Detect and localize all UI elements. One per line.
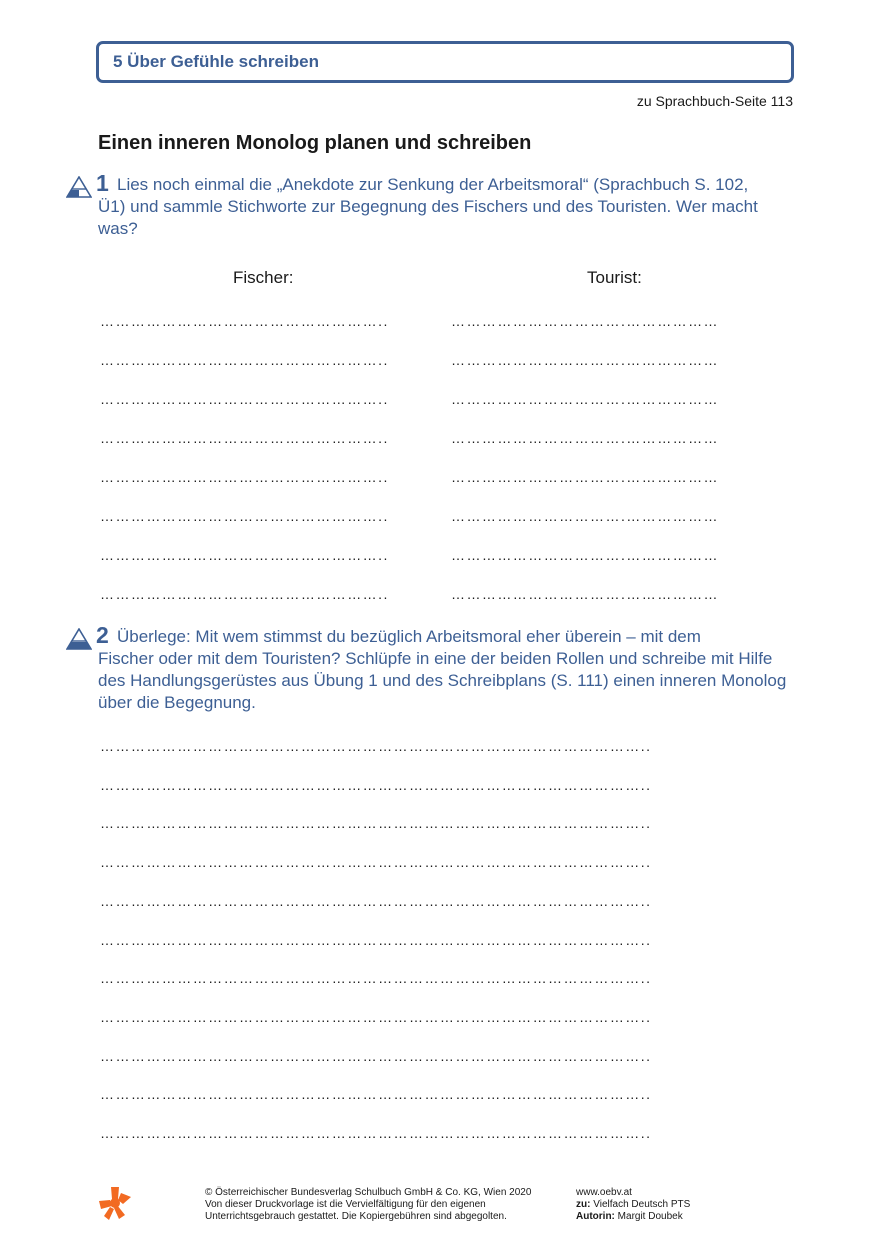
answer-line-tourist[interactable]: …………………………….……………… [451, 313, 719, 329]
task-1 [66, 170, 796, 240]
answer-line-monolog[interactable]: …………………………………………………………………………………………….. [100, 1125, 652, 1141]
website-link[interactable]: www.oebv.at [576, 1187, 632, 1198]
level-pyramid-icon [66, 628, 92, 650]
footer-author: Autorin: Margit Doubek [576, 1211, 683, 1222]
answer-line-monolog[interactable]: …………………………………………………………………………………………….. [100, 815, 652, 832]
task-number: 1 [96, 170, 109, 196]
answer-line-tourist[interactable]: …………………………….……………… [451, 430, 719, 446]
page-reference: zu Sprachbuch-Seite 113 [636, 93, 793, 109]
copyright-line-1: © Österreichischer Bundesverlag Schulbuch GmbH & Co. KG, Wien 2020 [205, 1187, 532, 1198]
copyright-line-3: Unterrichtsgebrauch gestattet. Die Kopiergebühren sind abgegolten. [205, 1211, 507, 1222]
task-number: 2 [96, 622, 109, 648]
level-pyramid-icon [66, 176, 92, 198]
answer-line-monolog[interactable]: …………………………………………………………………………………………….. [100, 1008, 652, 1025]
answer-line-monolog[interactable]: …………………………………………………………………………………………….. [100, 854, 652, 871]
copyright-line-2: Von dieser Druckvorlage ist die Vervielfältigung für den eigenen [205, 1199, 486, 1210]
chapter-title: 5 Über Gefühle schreiben [113, 52, 319, 71]
task-instruction [66, 622, 796, 714]
task-instruction-line-1: Überlege: Mit wem stimmst du bezüglich Arbeitsmoral eher überein – mit dem [117, 627, 701, 646]
task-instruction-rest: Ü1) und sammle Stichworte zur Begegnung des Fischers und des Touristen. Wer macht was? [98, 197, 758, 238]
answer-line-monolog[interactable]: …………………………………………………………………………………………….. [100, 892, 652, 909]
answer-line-fischer[interactable]: ……………………………………………….. [100, 586, 389, 602]
answer-line-monolog[interactable]: …………………………………………………………………………………………….. [100, 931, 652, 948]
task-instruction-rest: Fischer oder mit dem Touristen? Schlüpfe in eine der beiden Rollen und schreibe mit Hilfe des Handlungsgerüstes aus Übung 1 und des Schreibplans (S. 111) einen inneren Monolog über die Begegnung. [98, 649, 787, 712]
answer-line-monolog[interactable]: …………………………………………………………………………………………….. [100, 970, 652, 987]
chapter-header [96, 41, 794, 83]
answer-line-fischer[interactable]: ……………………………………………….. [100, 508, 389, 524]
answer-line-monolog[interactable]: …………………………………………………………………………………………….. [100, 1086, 652, 1103]
answer-line-tourist[interactable]: …………………………….……………… [451, 547, 719, 563]
page-title: Einen inneren Monolog planen und schreiben [98, 132, 532, 154]
task-instruction-line-1: Lies noch einmal die „Anekdote zur Senkung der Arbeitsmoral“ (Sprachbuch S. 102, [117, 175, 749, 194]
answer-line-monolog[interactable]: …………………………………………………………………………………………….. [100, 776, 652, 793]
answer-line-tourist[interactable]: …………………………….……………… [451, 586, 719, 602]
answer-line-fischer[interactable]: ……………………………………………….. [100, 391, 389, 407]
task-instruction [66, 170, 796, 240]
answer-line-tourist[interactable]: …………………………….……………… [451, 352, 719, 368]
footer-book: zu: Vielfach Deutsch PTS [576, 1199, 691, 1210]
task-2 [66, 622, 796, 714]
column-header-fischer: Fischer: [233, 268, 294, 287]
oebv-star-logo [97, 1185, 133, 1221]
answer-line-fischer[interactable]: ……………………………………………….. [100, 547, 389, 563]
answer-line-fischer[interactable]: ……………………………………………….. [100, 430, 389, 446]
column-header-tourist: Tourist: [587, 268, 642, 287]
footer-info [576, 1187, 690, 1223]
answer-line-tourist[interactable]: …………………………….……………… [451, 391, 719, 407]
answer-line-monolog[interactable]: …………………………………………………………………………………………….. [100, 738, 652, 754]
answer-line-fischer[interactable]: ……………………………………………….. [100, 352, 389, 368]
footer-copyright [205, 1187, 531, 1223]
answer-line-fischer[interactable]: ……………………………………………….. [100, 313, 389, 329]
answer-line-tourist[interactable]: …………………………….……………… [451, 508, 719, 524]
answer-line-fischer[interactable]: ……………………………………………….. [100, 469, 389, 485]
answer-line-tourist[interactable]: …………………………….……………… [451, 469, 719, 485]
answer-line-monolog[interactable]: …………………………………………………………………………………………….. [100, 1047, 652, 1064]
